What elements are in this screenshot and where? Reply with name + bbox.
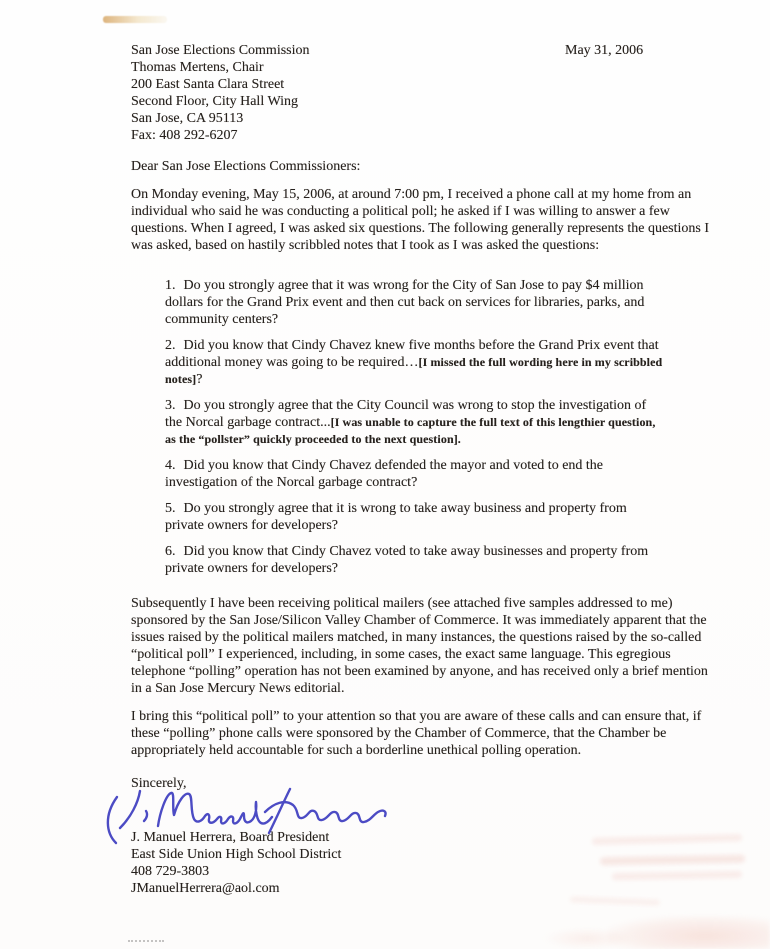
recipient-street: 200 East Santa Clara Street bbox=[131, 77, 285, 92]
recipient-floor: Second Floor, City Hall Wing bbox=[131, 94, 299, 109]
signer-name-title: J. Manuel Herrera, Board President bbox=[131, 830, 330, 845]
question-6-number: 6. bbox=[165, 544, 176, 559]
question-5 bbox=[165, 500, 665, 534]
signer-block bbox=[131, 829, 341, 897]
paragraph-intro: On Monday evening, May 15, 2006, at around 7:00 pm, I received a phone call at my home from an individual who said he was conducting a political poll; he asked if I was willing to answer a few questions. When I agreed, I was asked six questions. The following generally represents the questions I was asked, based on hastily scribbled notes that I took as I was asked the questions: bbox=[131, 187, 710, 253]
question-2 bbox=[165, 337, 665, 388]
question-6 bbox=[165, 543, 665, 577]
question-3-number: 3. bbox=[165, 398, 176, 413]
question-6-text: Did you know that Cindy Chavez voted to take away businesses and property from private owners for developers? bbox=[165, 544, 649, 576]
question-2-after: ? bbox=[196, 372, 203, 387]
question-4-number: 4. bbox=[165, 458, 176, 473]
scan-bleedthrough-artifact bbox=[612, 871, 742, 880]
scan-bleedthrough-artifact bbox=[545, 928, 630, 949]
scan-mark-artifact bbox=[128, 940, 164, 942]
question-3-note: [I was unable to capture the full text of this lengthier question, as the “pollster” quickly proceeded to the next question]. bbox=[165, 415, 656, 446]
recipient-city: San Jose, CA 95113 bbox=[131, 111, 244, 126]
signer-email: JManuelHerrera@aol.com bbox=[131, 881, 280, 896]
paragraph-mailers: Subsequently I have been receiving political mailers (see attached five samples addressed to me) sponsored by the San Jose/Silicon Valley Chamber of Commerce. It was immediately apparent that the issues raised by the political mailers matched, in many instances, the questions raised by the so-called “political poll” I experienced, including, in some cases, the exact same language. This egregious telephone “polling” operation has not been examined by anyone, and has received only a brief mention in a San Jose Mercury News editorial. bbox=[131, 596, 708, 696]
question-2-number: 2. bbox=[165, 338, 176, 353]
signer-district: East Side Union High School District bbox=[131, 847, 342, 862]
signer-phone: 408 729-3803 bbox=[131, 864, 210, 879]
question-2-text: Did you know that Cindy Chavez knew five months before the Grand Prix event that additional money was going to be required… bbox=[165, 338, 659, 370]
question-4 bbox=[165, 457, 665, 491]
highlighter-streak-artifact bbox=[103, 16, 167, 23]
letter-date: May 31, 2006 bbox=[565, 43, 644, 58]
recipient-chair: Thomas Mertens, Chair bbox=[131, 60, 264, 75]
scan-bleedthrough-artifact bbox=[592, 834, 742, 845]
question-1-text: Do you strongly agree that it was wrong for the City of San Jose to pay $4 million dollars for the Grand Prix event and then cut back on services for libraries, parks, and community centers? bbox=[165, 278, 645, 327]
question-5-number: 5. bbox=[165, 501, 176, 516]
closing-sincerely: Sincerely, bbox=[131, 776, 187, 791]
paragraph-request: I bring this “political poll” to your attention so that you are aware of these calls and can ensure that, if these “polling” phone calls were sponsored by the Chamber of Commerce, that the Chamber be appropriately held accountable for such a borderline unethical polling operation. bbox=[131, 709, 702, 758]
recipient-address-block bbox=[131, 42, 310, 144]
recipient-org: San Jose Elections Commission bbox=[131, 43, 310, 58]
scan-bleedthrough-artifact bbox=[608, 916, 770, 949]
question-5-text: Do you strongly agree that it is wrong to take away business and property from private owners for developers? bbox=[165, 501, 627, 533]
question-3-text: Do you strongly agree that the City Council was wrong to stop the investigation of the Norcal garbage contract... bbox=[165, 398, 647, 430]
question-1-number: 1. bbox=[165, 278, 176, 293]
recipient-fax: Fax: 408 292-6207 bbox=[131, 128, 238, 143]
scan-bleedthrough-artifact bbox=[570, 896, 660, 905]
scan-bleedthrough-artifact bbox=[600, 855, 745, 866]
question-1 bbox=[165, 277, 665, 328]
salutation: Dear San Jose Elections Commissioners: bbox=[131, 159, 361, 174]
question-3 bbox=[165, 397, 665, 448]
question-4-text: Did you know that Cindy Chavez defended the mayor and voted to end the investigation of the Norcal garbage contract? bbox=[165, 458, 604, 490]
question-2-note: [I missed the full wording here in my scribbled notes] bbox=[165, 355, 663, 386]
